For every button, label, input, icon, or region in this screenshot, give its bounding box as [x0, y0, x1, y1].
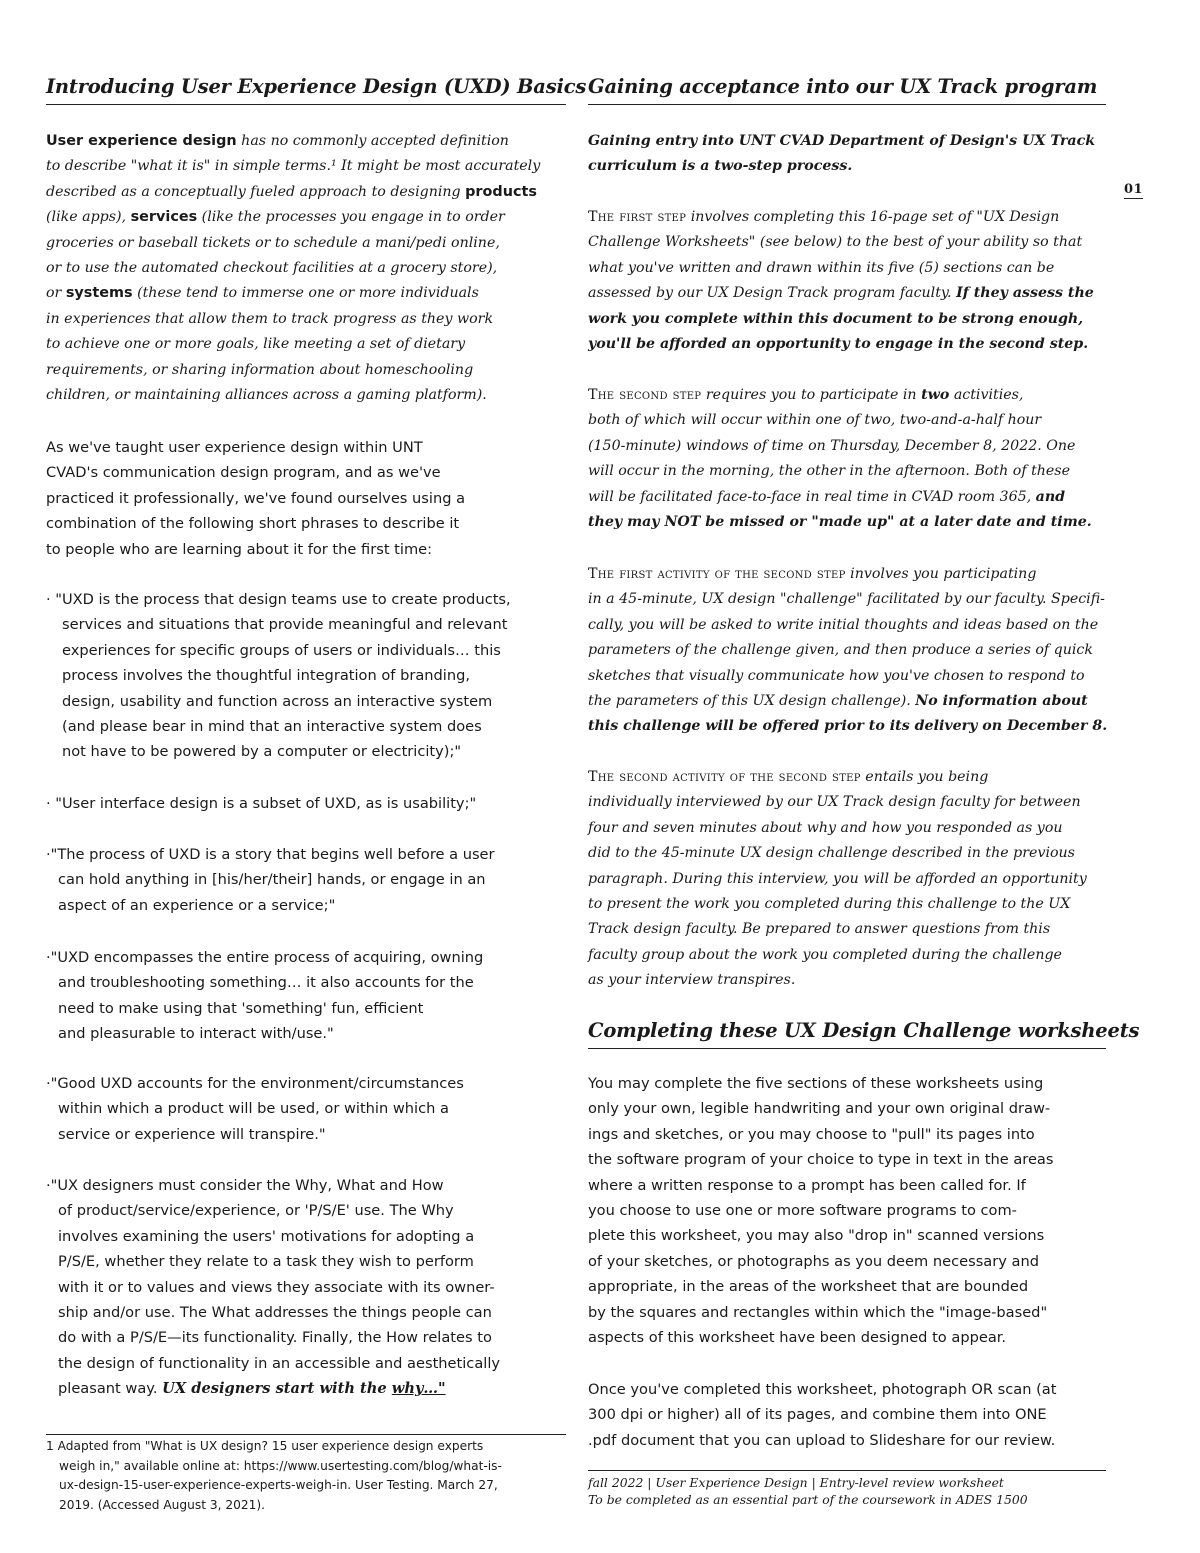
quote-line: not have to be powered by a computer or electricity);" — [62, 743, 462, 761]
footer-line-1: fall 2022 | User Experience Design | Entry-level review worksheet — [588, 1475, 1004, 1490]
footer-line-2: To be completed as an essential part of the coursework in ADES 1500 — [588, 1492, 1028, 1507]
quote-line: and troubleshooting something… it also accounts for the — [58, 974, 474, 992]
intro-line: or to use the automated checkout facilities at a grocery store), — [46, 260, 498, 277]
completing-paragraph — [588, 1071, 1106, 1350]
second-activity-paragraph: The second activity of the second step entails you being individually interviewed by our UX Track design faculty for between four and seven minutes about why and how you responded as you did to the 45-minute UX design challenge described in the previous paragraph. During this interview, you will be afforded an opportunity to present the work you completed during this challenge to the UX Track design faculty. Be prepared to answer questions from this faculty group about the work you completed during the challenge as your interview transpires. — [588, 769, 1087, 989]
paragraph-line: CVAD's communication design program, and as we've — [46, 464, 441, 482]
paragraph-line: aspects of this worksheet have been designed to appear. — [588, 1329, 1007, 1347]
first-step-label: The first step — [588, 209, 687, 225]
intro-paragraph — [46, 129, 566, 408]
heading-gaining-acceptance: Gaining acceptance into our UX Track program — [588, 74, 1106, 105]
quote-4 — [46, 945, 566, 1047]
paragraph-line: combination of the following short phrases to describe it — [46, 515, 460, 533]
heading-uxd-basics: Introducing User Experience Design (UXD) Basics — [46, 74, 566, 105]
intro-line: described as a conceptually fueled approach to designing products — [46, 183, 537, 200]
paragraph-line: appropriate, in the areas of the worksheet that are bounded — [588, 1278, 1029, 1296]
quote-3 — [46, 842, 566, 918]
page-number: 01 — [1124, 182, 1144, 197]
quote-line: design, usability and function across an interactive system — [62, 692, 493, 710]
quote-line: need to make using that 'something' fun, efficient — [58, 999, 424, 1017]
entry-intro — [588, 129, 1106, 180]
page-footer — [588, 1474, 1028, 1508]
paragraph-line: ings and sketches, or you may choose to "pull" its pages into — [588, 1125, 1035, 1143]
paragraph-line: by the squares and rectangles within which the "image-based" — [588, 1303, 1048, 1321]
taught-paragraph — [46, 435, 566, 562]
intro-line: children, or maintaining alliances across a gaming platform). — [46, 387, 487, 404]
quote-line: aspect of an experience or a service;" — [58, 896, 336, 914]
intro-line: (like apps), services (like the processes you engage in to order — [46, 209, 505, 226]
quote-line: of product/service/experience, or 'P/S/E' use. The Why — [58, 1202, 454, 1220]
quote-line: ·"Good UXD accounts for the environment/circumstances — [46, 1075, 464, 1092]
quote-line: · "UXD is the process that design teams use to create products, — [46, 591, 511, 608]
quote-line: experiences for specific groups of users or individuals… this — [62, 641, 501, 659]
paragraph-line: to people who are learning about it for the first time: — [46, 540, 433, 558]
footnote-rule — [46, 1434, 566, 1435]
quote-line: with it or to values and views they associate with its owner- — [58, 1278, 495, 1296]
intro-line: in experiences that allow them to track progress as they work — [46, 310, 494, 327]
intro-bold-line: curriculum is a two-step process. — [588, 158, 853, 175]
second-step-paragraph: The second step requires you to participate in two activities, both of which will occur within one of two, two-and-a-half hour (150-minute) windows of time on Thursday, December 8, 2022. One will occur in the morning, the other in the afternoon. Both of these will be facilitated face-to-face in real time in CVAD room 365, and they may NOT be missed or "made up" at a later date and time. — [588, 387, 1092, 531]
footnote-line: 1 Adapted from "What is UX design? 15 user experience design experts — [46, 1439, 484, 1453]
footnote-line: 2019. (Accessed August 3, 2021). — [59, 1497, 266, 1512]
quote-6 — [46, 1173, 566, 1402]
paragraph-line: As we've taught user experience design within UNT — [46, 439, 423, 456]
second-activity-label: The second activity of the second step — [588, 769, 861, 785]
paragraph-line: of your sketches, or photographs as you deem necessary and — [588, 1252, 1039, 1270]
quote-line: ·"UXD encompasses the entire process of acquiring, owning — [46, 949, 484, 966]
footnote — [46, 1437, 566, 1515]
quote-line: ship and/or use. The What addresses the things people can — [58, 1304, 492, 1322]
paragraph-line: where a written response to a prompt has been called for. If — [588, 1176, 1026, 1194]
paragraph-line: You may complete the five sections of these worksheets using — [588, 1075, 1044, 1092]
paragraph-line: 300 dpi or higher) all of its pages, and combine them into ONE — [588, 1406, 1047, 1424]
quote-line: ·"UX designers must consider the Why, What and How — [46, 1177, 444, 1194]
paragraph-line: only your own, legible handwriting and your own original draw- — [588, 1100, 1051, 1118]
first-activity-paragraph: The first activity of the second step involves you participating in a 45-minute, UX design "challenge" facilitated by our faculty. Specifi- cally, you will be asked to write initial thoughts and ideas based on the parameters of the challenge given, and then produce a series of quick sketches that visually communicate how you've chosen to respond to the parameters of this UX design challenge). No information about this challenge will be offered prior to its delivery on December 8. — [588, 566, 1108, 735]
quote-6-why: why…" — [391, 1380, 446, 1398]
intro-line: to describe "what it is" in simple terms.¹ It might be most accurately — [46, 158, 541, 175]
quote-line: ·"The process of UXD is a story that begins well before a user — [46, 846, 495, 863]
quote-line: services and situations that provide meaningful and relevant — [62, 616, 508, 634]
quote-line: within which a product will be used, or within which a — [58, 1100, 449, 1118]
second-step-label: The second step — [588, 387, 702, 403]
intro-line: or systems (these tend to immerse one or more individuals — [46, 285, 479, 302]
intro-bold-line: Gaining entry into UNT CVAD Department of Design's UX Track — [588, 133, 1096, 149]
heading-completing-worksheets: Completing these UX Design Challenge worksheets — [588, 1018, 1106, 1049]
quote-1 — [46, 587, 566, 765]
footer-rule — [588, 1470, 1106, 1471]
quote-line: the design of functionality in an accessible and aesthetically — [58, 1354, 501, 1372]
submit-paragraph — [588, 1377, 1106, 1453]
quote-6-last-line: pleasant way. UX designers start with the why…" — [58, 1380, 446, 1398]
quote-5 — [46, 1071, 566, 1147]
intro-line: requirements, or sharing information about homeschooling — [46, 361, 474, 378]
paragraph-line: the software program of your choice to type in text in the areas — [588, 1151, 1054, 1169]
intro-line: to achieve one or more goals, like meeting a set of dietary — [46, 336, 466, 353]
quote-line: can hold anything in [his/her/their] hands, or engage in an — [58, 871, 486, 889]
first-step-paragraph: The first step involves completing this 16-page set of "UX Design Challenge Worksheets" (see below) to the best of your ability so that what you've written and drawn within its five (5) sections can be assessed by our UX Design Track program faculty. If they assess the work you complete within this document to be strong enough, you'll be afforded an opportunity to engage in the second step. — [588, 209, 1094, 353]
footnote-line: ux-design-15-user-experience-experts-weigh-in. User Testing. March 27, — [59, 1478, 498, 1493]
quote-line: do with a P/S/E—its functionality. Finally, the How relates to — [58, 1329, 492, 1347]
paragraph-line: Once you've completed this worksheet, photograph OR scan (at — [588, 1381, 1057, 1398]
quote-6-bold: UX designers start with the — [162, 1380, 392, 1398]
paragraph-line: practiced it professionally, we've found ourselves using a — [46, 489, 466, 507]
quote-line: P/S/E, whether they relate to a task they wish to perform — [58, 1253, 474, 1271]
quote-line: involves examining the users' motivations for adopting a — [58, 1227, 475, 1245]
first-activity-label: The first activity of the second step — [588, 566, 846, 582]
quote-line: service or experience will transpire." — [58, 1125, 326, 1143]
footnote-line: weigh in," available online at: https://www.usertesting.com/blog/what-is- — [59, 1458, 502, 1473]
quote-line: process involves the thoughtful integration of branding, — [62, 667, 470, 685]
quote-line: (and please bear in mind that an interactive system does — [62, 718, 482, 736]
paragraph-line: plete this worksheet, you may also "drop in" scanned versions — [588, 1227, 1045, 1245]
quote-line: · "User interface design is a subset of UXD, as is usability;" — [46, 795, 477, 812]
paragraph-line: .pdf document that you can upload to Slideshare for our review. — [588, 1431, 1056, 1449]
quote-line: and pleasurable to interact with/use." — [58, 1025, 334, 1043]
intro-line: User experience design has no commonly accepted definition — [46, 133, 509, 149]
quote-2 — [46, 791, 566, 816]
paragraph-line: you choose to use one or more software programs to com- — [588, 1202, 1017, 1220]
intro-line: groceries or baseball tickets or to schedule a mani/pedi online, — [46, 234, 500, 251]
